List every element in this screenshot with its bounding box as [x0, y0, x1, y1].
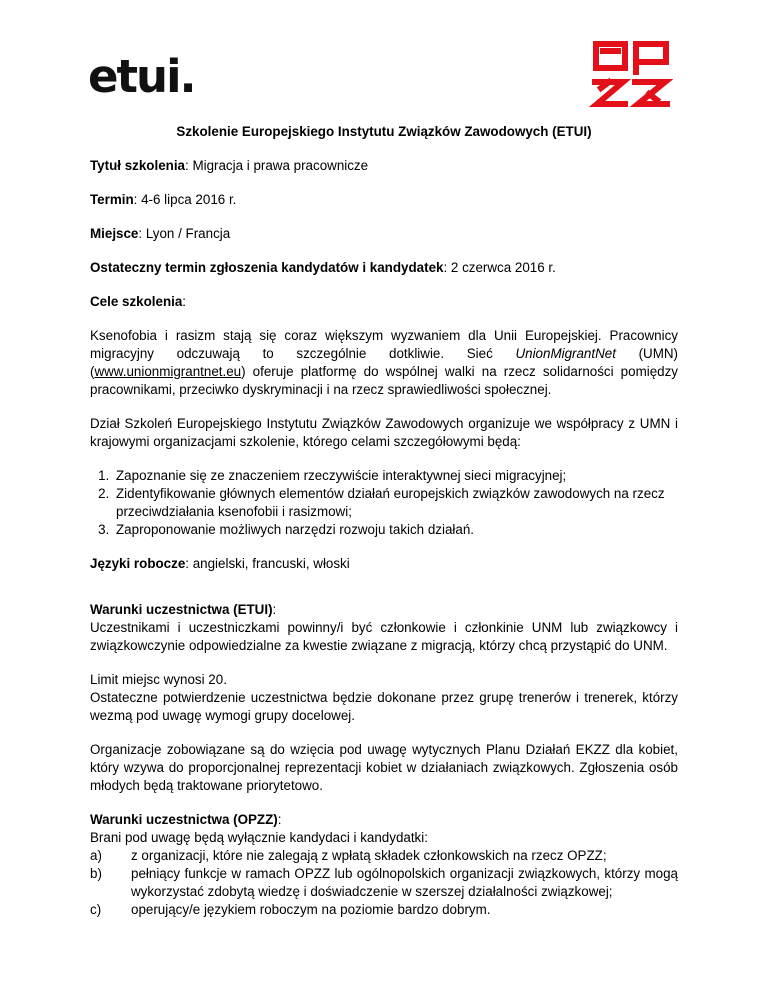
- etui-conditions-heading: Warunki uczestnictwa (ETUI): [90, 602, 273, 617]
- opzz-conditions-intro: Brani pod uwagę będą wyłącznie kandydaci i kandydatki:: [90, 830, 428, 845]
- opzz-conditions: Warunki uczestnictwa (OPZZ): Brani pod uwagę będą wyłącznie kandydaci i kandydatki: a) z organizacji, które nie zalegają z wpłatą składek członkowskich na rzecz OPZZ; b) pełniący funkcje w ramach OPZZ lub ogólnopolskich organizacji związkowych, którzy mogą wykorzystać zdobytą wiedzę i doświadczenie w szerszej działalności związkowej; c) operujący/e językiem roboczym na poziomie bardzo dobrym.: [90, 812, 678, 917]
- list-item: c) operujący/e językiem roboczym na poziomie bardzo dobrym.: [90, 902, 491, 917]
- list-item: 3. Zaproponowanie możliwych narzędzi rozwoju takich działań.: [113, 521, 678, 539]
- limit-paragraph: Limit miejsc wynosi 20. Ostateczne potwierdzenie uczestnictwa będzie dokonane przez grupę trenerów i trenerek, którzy wezmą pod uwagę wymogi grupy docelowej.: [90, 672, 678, 723]
- list-item: a) z organizacji, które nie zalegają z wpłatą składek członkowskich na rzecz OPZZ;: [90, 848, 607, 863]
- union-migrant-net: UnionMigrantNet: [515, 346, 616, 361]
- organizations-paragraph: Organizacje zobowiązane są do wzięcia pod uwagę wytycznych Planu Działań EKZZ dla kobiet, który wzywa do proporcjonalnej reprezentacji kobiet w działaniach związkowych. Zgłoszenia osób młodych będą traktowane priorytetowo.: [90, 742, 678, 793]
- date-line: Termin: 4-6 lipca 2016 r.: [90, 192, 237, 207]
- opzz-conditions-heading: Warunki uczestnictwa (OPZZ): [90, 812, 278, 827]
- opzz-conditions-list: [90, 847, 678, 919]
- languages-line: Języki robocze: angielski, francuski, włoski: [90, 556, 350, 571]
- list-item: 1. Zapoznanie się ze znaczeniem rzeczywiście interaktywnej sieci migracyjnej;: [113, 467, 678, 485]
- opzz-logo: [589, 38, 673, 110]
- deadline-line: Ostateczny termin zgłoszenia kandydatów i kandydatek: 2 czerwca 2016 r.: [90, 260, 556, 275]
- list-item: b) pełniący funkcje w ramach OPZZ lub ogólnopolskich organizacji związkowych, którzy mogą wykorzystać zdobytą wiedzę i doświadczenie w szerszej działalności związkowej;: [90, 866, 678, 899]
- department-paragraph: Dział Szkoleń Europejskiego Instytutu Związków Zawodowych organizuje we współpracy z UMN i krajowymi organizacjami szkolenie, którego celami szczegółowymi będą:: [90, 416, 678, 449]
- etui-conditions: Warunki uczestnictwa (ETUI): Uczestnikami i uczestniczkami powinny/i być członkowie i członkinie UNM lub związkowcy i związkowczynie odpowiedzialne za kwestie związane z migracją, którzy chcą przystąpić do UNM.: [90, 602, 678, 653]
- document-title: Szkolenie Europejskiego Instytutu Związków Zawodowych (ETUI): [176, 124, 592, 139]
- goals-list: [90, 467, 678, 539]
- list-item: 2. Zidentyfikowanie głównych elementów działań europejskich związków zawodowych na rzecz przeciwdziałania ksenofobii i rasizmowi;: [113, 485, 678, 521]
- goals-heading: Cele szkolenia:: [90, 294, 187, 309]
- document-body: [90, 123, 678, 919]
- etui-logo: etui.: [88, 50, 195, 103]
- intro-paragraph: Ksenofobia i rasizm stają się coraz większym wyzwaniem dla Unii Europejskiej. Pracownicy migracyjny odczuwają to szczególnie dotkliwie. Sieć UnionMigrantNet (UMN) (www.unionmigrantnet.eu) oferuje platformę do wspólnej walki na rzecz solidarności pomiędzy pracownikami, przeciwko dyskryminacji i na rzecz sprawiedliwości społecznej.: [90, 328, 679, 397]
- place-line: Miejsce: Lyon / Francja: [90, 226, 231, 241]
- training-title-line: Tytuł szkolenia: Migracja i prawa pracownicze: [90, 158, 369, 173]
- unionmigrantnet-link[interactable]: www.unionmigrantnet.eu: [94, 364, 242, 379]
